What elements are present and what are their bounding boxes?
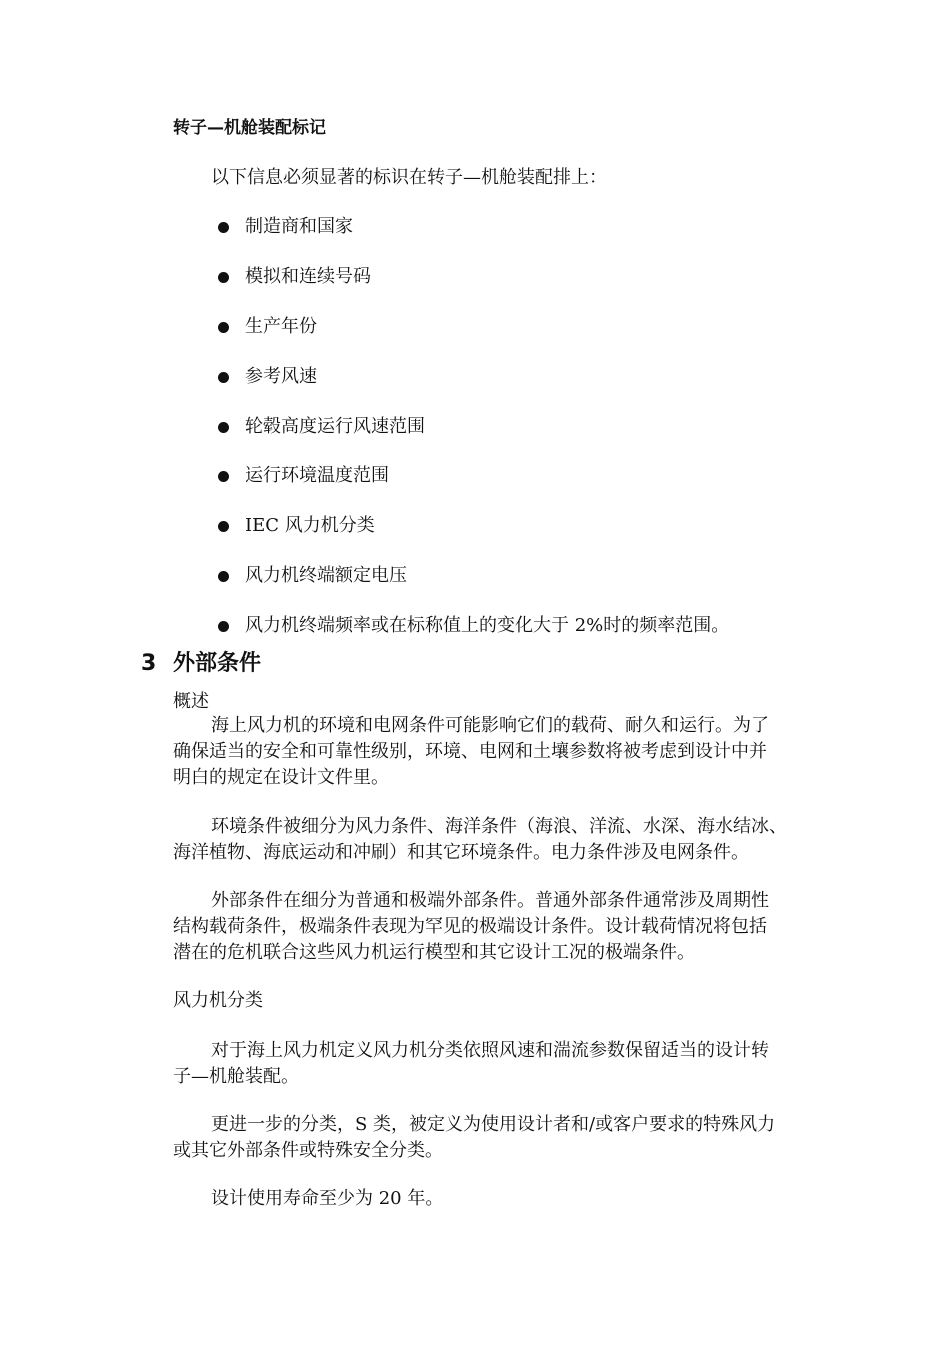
paragraph-line: 子—机舱装配。 <box>173 1066 299 1087</box>
paragraph-line: 潜在的危机联合这些风力机运行模型和其它设计工况的极端条件。 <box>173 942 695 963</box>
paragraph-line: 明白的规定在设计文件里。 <box>173 767 389 788</box>
bullet-text: 制造商和国家 <box>245 216 353 237</box>
bullet-dot-icon <box>218 222 229 233</box>
paragraph-line: 确保适当的安全和可靠性级别，环境、电网和土壤参数将被考虑到设计中并 <box>173 741 767 762</box>
paragraph-line: 或其它外部条件或特殊安全分类。 <box>173 1140 443 1161</box>
paragraph-line: 结构载荷条件，极端条件表现为罕见的极端设计条件。设计载荷情况将包括 <box>173 916 767 937</box>
chapter-title: 外部条件 <box>173 651 262 676</box>
paragraph-line: 设计使用寿命至少为 20 年。 <box>211 1188 444 1209</box>
bullet-text: 风力机终端额定电压 <box>245 565 407 586</box>
bullet-dot-icon <box>218 322 229 333</box>
paragraph-line: 海上风力机的环境和电网条件可能影响它们的载荷、耐久和运行。为了 <box>211 715 769 736</box>
bullet-text: 生产年份 <box>245 316 317 337</box>
paragraph-line: 更进一步的分类，S 类，被定义为使用设计者和/或客户要求的特殊风力 <box>211 1114 776 1135</box>
bullet-dot-icon <box>218 372 229 383</box>
paragraph-line: 对于海上风力机定义风力机分类依照风速和湍流参数保留适当的设计转 <box>211 1040 769 1061</box>
bullet-dot-icon <box>218 621 229 632</box>
bullet-dot-icon <box>218 422 229 433</box>
bullet-dot-icon <box>218 571 229 582</box>
paragraph-line: 环境条件被细分为风力条件、海洋条件（海浪、洋流、水深、海水结冰、 <box>211 816 787 837</box>
bullet-dot-icon <box>218 272 229 283</box>
subheading-overview: 概述 <box>173 691 209 712</box>
bullet-text: 轮毂高度运行风速范围 <box>245 416 425 437</box>
section-heading-marking: 转子—机舱装配标记 <box>173 118 326 138</box>
subheading-classification: 风力机分类 <box>173 990 263 1011</box>
bullet-text: 模拟和连续号码 <box>245 266 371 287</box>
marking-intro: 以下信息必须显著的标识在转子—机舱装配排上： <box>211 167 607 188</box>
bullet-dot-icon <box>218 471 229 482</box>
bullet-text: IEC 风力机分类 <box>245 515 375 536</box>
chapter-number: 3 <box>141 651 157 676</box>
bullet-text: 风力机终端频率或在标称值上的变化大于 2%时的频率范围。 <box>245 615 730 636</box>
paragraph-line: 外部条件在细分为普通和极端外部条件。普通外部条件通常涉及周期性 <box>211 890 769 911</box>
bullet-text: 运行环境温度范围 <box>245 465 389 486</box>
paragraph-line: 海洋植物、海底运动和冲刷）和其它环境条件。电力条件涉及电网条件。 <box>173 842 749 863</box>
bullet-text: 参考风速 <box>245 366 317 387</box>
bullet-dot-icon <box>218 521 229 532</box>
